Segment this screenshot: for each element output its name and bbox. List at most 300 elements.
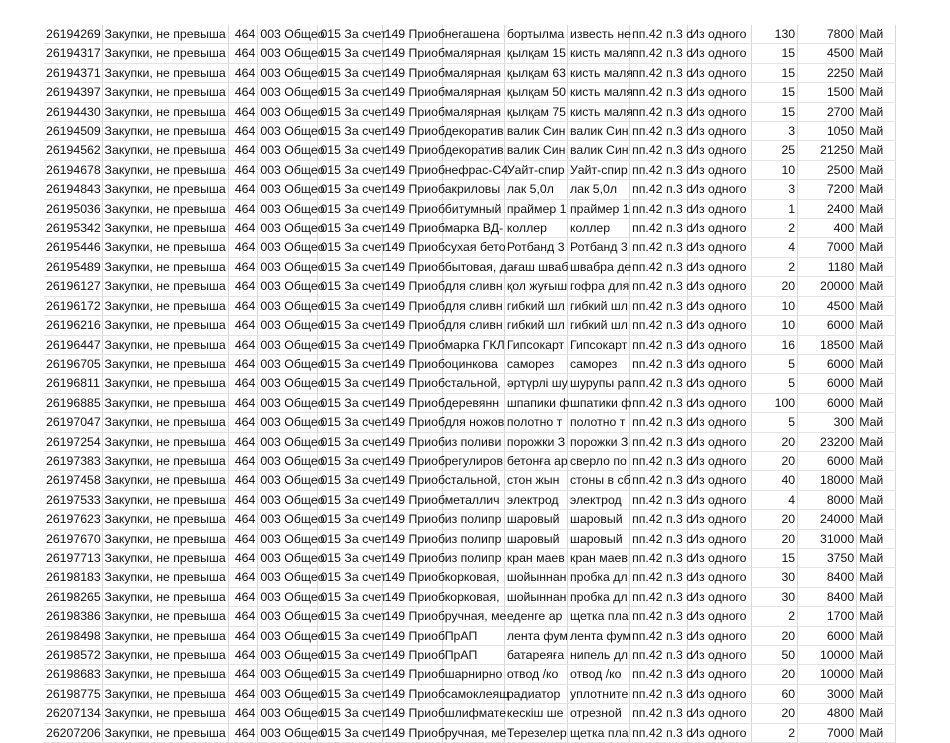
cell-amount[interactable]: 2700 [798, 102, 857, 121]
cell-name-ru[interactable]: нефрас-С4 [442, 160, 504, 179]
cell-customer[interactable]: 003 Общео [258, 665, 318, 684]
cell-month[interactable]: Май [857, 335, 896, 354]
cell-method[interactable]: Из одного [688, 490, 752, 509]
cell-category[interactable]: 149 Приоб [382, 102, 442, 121]
cell-month[interactable]: Май [857, 510, 896, 529]
cell-amount[interactable]: 8000 [798, 490, 857, 509]
cell-source[interactable]: 015 За счет [318, 296, 382, 315]
cell-name-kz[interactable]: батареяға [504, 646, 567, 665]
cell-month[interactable]: Май [857, 548, 896, 567]
cell-name-kz[interactable]: гибкий шл [504, 296, 567, 315]
cell-quantity[interactable]: 2 [752, 607, 798, 626]
cell-legal-basis[interactable]: пп.42 п.3 с [630, 122, 688, 141]
cell-id[interactable]: 26207134 [44, 704, 102, 723]
cell-method[interactable]: Из одного [688, 354, 752, 373]
cell-name-kz[interactable]: шпапики ф [504, 393, 567, 412]
cell-customer[interactable]: 003 Общео [258, 44, 318, 63]
cell-month[interactable]: Май [857, 199, 896, 218]
cell-id[interactable]: 26194317 [44, 44, 102, 63]
cell-code[interactable]: 464 [228, 141, 258, 160]
cell-code[interactable]: 464 [228, 296, 258, 315]
cell-name-kz[interactable]: валик Син [504, 122, 567, 141]
cell-id[interactable]: 26196705 [44, 354, 102, 373]
cell-description[interactable]: кисть маля [567, 83, 629, 102]
cell-name-ru[interactable]: регулиров [442, 451, 504, 470]
cell-id[interactable]: 26194397 [44, 83, 102, 102]
cell-amount[interactable]: 6000 [798, 451, 857, 470]
cell-purchase-type[interactable]: Закупки, не превыша [102, 451, 228, 470]
cell-source[interactable]: 015 За счет [318, 568, 382, 587]
cell-id[interactable]: 26196172 [44, 296, 102, 315]
cell-quantity[interactable]: 20 [752, 277, 798, 296]
cell-code[interactable]: 464 [228, 607, 258, 626]
cell-customer[interactable]: 003 Общео [258, 626, 318, 645]
cell-source[interactable]: 015 За счет [318, 25, 382, 44]
cell-customer[interactable]: 003 Общео [258, 199, 318, 218]
cell-name-kz[interactable]: праймер 1 [504, 199, 567, 218]
cell-name-ru[interactable]: корковая, [442, 587, 504, 606]
cell-category[interactable]: 149 Приоб [382, 607, 442, 626]
cell-category[interactable]: 149 Приоб [382, 490, 442, 509]
cell-quantity[interactable]: 2 [752, 219, 798, 238]
cell-id[interactable]: 26195446 [44, 238, 102, 257]
cell-code[interactable]: 464 [228, 122, 258, 141]
cell-description[interactable]: лента фум [567, 626, 629, 645]
cell-code[interactable]: 464 [228, 63, 258, 82]
cell-category[interactable]: 149 Приоб [382, 25, 442, 44]
cell-source[interactable]: 015 За счет [318, 413, 382, 432]
cell-amount[interactable]: 6000 [798, 354, 857, 373]
cell-quantity[interactable]: 10 [752, 296, 798, 315]
cell-name-ru[interactable]: металлич [442, 490, 504, 509]
cell-method[interactable]: Из одного [688, 277, 752, 296]
cell-category[interactable]: 149 Приоб [382, 63, 442, 82]
cell-description[interactable]: электрод [567, 490, 629, 509]
cell-description[interactable]: кисть маля [567, 102, 629, 121]
cell-month[interactable]: Май [857, 316, 896, 335]
cell-category[interactable]: 149 Приоб [382, 44, 442, 63]
cell-description[interactable]: уплотните [567, 684, 629, 703]
cell-id[interactable]: 26198683 [44, 665, 102, 684]
cell-id[interactable]: 26195036 [44, 199, 102, 218]
cell-name-kz[interactable]: ағаш шваб [504, 257, 567, 276]
cell-source[interactable]: 015 За счет [318, 548, 382, 567]
cell-id[interactable]: 26207206 [44, 723, 102, 742]
cell-purchase-type[interactable]: Закупки, не превыша [102, 141, 228, 160]
cell-month[interactable]: Май [857, 665, 896, 684]
cell-code[interactable]: 464 [228, 238, 258, 257]
cell-source[interactable]: 015 За счет [318, 199, 382, 218]
cell-month[interactable]: Май [857, 83, 896, 102]
cell-name-ru[interactable]: малярная [442, 44, 504, 63]
cell-month[interactable]: Май [857, 626, 896, 645]
cell-description[interactable]: праймер 1 [567, 199, 629, 218]
cell-description[interactable]: кисть маля [567, 44, 629, 63]
cell-category[interactable]: 149 Приоб [382, 451, 442, 470]
cell-purchase-type[interactable]: Закупки, не превыша [102, 684, 228, 703]
cell-source[interactable]: 015 За счет [318, 257, 382, 276]
cell-code[interactable]: 464 [228, 704, 258, 723]
cell-quantity[interactable]: 10 [752, 160, 798, 179]
cell-description[interactable]: кисть маля [567, 63, 629, 82]
cell-name-ru[interactable]: ПрАП [442, 646, 504, 665]
cell-month[interactable]: Май [857, 529, 896, 548]
cell-amount[interactable]: 7200 [798, 180, 857, 199]
cell-source[interactable]: 015 За счет [318, 451, 382, 470]
cell-purchase-type[interactable]: Закупки, не превыша [102, 587, 228, 606]
cell-customer[interactable]: 003 Общео [258, 219, 318, 238]
cell-customer[interactable]: 003 Общео [258, 335, 318, 354]
cell-amount[interactable]: 7800 [798, 25, 857, 44]
cell-customer[interactable]: 003 Общео [258, 587, 318, 606]
cell-description[interactable]: шаровый [567, 510, 629, 529]
cell-month[interactable]: Май [857, 451, 896, 470]
cell-customer[interactable]: 003 Общео [258, 723, 318, 742]
cell-name-kz[interactable]: коллер [504, 219, 567, 238]
cell-amount[interactable]: 4500 [798, 296, 857, 315]
cell-source[interactable]: 015 За счет [318, 607, 382, 626]
cell-id[interactable]: 26198386 [44, 607, 102, 626]
cell-quantity[interactable]: 5 [752, 374, 798, 393]
cell-purchase-type[interactable]: Закупки, не превыша [102, 646, 228, 665]
cell-description[interactable]: известь не [567, 25, 629, 44]
cell-quantity[interactable]: 10 [752, 316, 798, 335]
cell-month[interactable]: Май [857, 490, 896, 509]
cell-customer[interactable]: 003 Общео [258, 704, 318, 723]
cell-month[interactable]: Май [857, 219, 896, 238]
cell-source[interactable]: 015 За счет [318, 83, 382, 102]
cell-amount[interactable]: 1700 [798, 607, 857, 626]
cell-description[interactable]: полотно т [567, 413, 629, 432]
cell-description[interactable]: Уайт-спир [567, 160, 629, 179]
cell-purchase-type[interactable]: Закупки, не превыша [102, 316, 228, 335]
cell-category[interactable]: 149 Приоб [382, 83, 442, 102]
cell-month[interactable]: Май [857, 393, 896, 412]
cell-description[interactable]: гибкий шл [567, 296, 629, 315]
cell-name-kz[interactable]: кран маев [504, 548, 567, 567]
cell-month[interactable]: Май [857, 102, 896, 121]
cell-quantity[interactable]: 1 [752, 199, 798, 218]
cell-amount[interactable]: 31000 [798, 529, 857, 548]
cell-description[interactable]: щетка пла [567, 607, 629, 626]
cell-amount[interactable]: 23200 [798, 432, 857, 451]
cell-code[interactable]: 464 [228, 490, 258, 509]
cell-id[interactable]: 26194509 [44, 122, 102, 141]
cell-description[interactable]: гофра для [567, 277, 629, 296]
cell-month[interactable]: Май [857, 122, 896, 141]
cell-name-ru[interactable]: из полипр [442, 510, 504, 529]
cell-quantity[interactable]: 16 [752, 335, 798, 354]
cell-amount[interactable]: 7000 [798, 723, 857, 742]
cell-name-kz[interactable]: шаровый [504, 529, 567, 548]
cell-code[interactable]: 464 [228, 102, 258, 121]
cell-month[interactable]: Май [857, 704, 896, 723]
cell-amount[interactable]: 2250 [798, 63, 857, 82]
cell-description[interactable]: кран маев [567, 548, 629, 567]
cell-legal-basis[interactable]: пп.42 п.3 с [630, 451, 688, 470]
cell-source[interactable]: 015 За счет [318, 626, 382, 645]
cell-customer[interactable]: 003 Общео [258, 277, 318, 296]
cell-month[interactable]: Май [857, 587, 896, 606]
cell-customer[interactable]: 003 Общео [258, 471, 318, 490]
cell-code[interactable]: 464 [228, 587, 258, 606]
cell-description[interactable]: Ротбанд 3 [567, 238, 629, 257]
cell-month[interactable]: Май [857, 44, 896, 63]
cell-code[interactable]: 464 [228, 684, 258, 703]
cell-legal-basis[interactable]: пп.42 п.3 с [630, 626, 688, 645]
cell-name-kz[interactable]: қылқам 75 [504, 102, 567, 121]
cell-name-ru[interactable]: оцинкова [442, 354, 504, 373]
cell-method[interactable]: Из одного [688, 180, 752, 199]
cell-legal-basis[interactable]: пп.42 п.3 с [630, 587, 688, 606]
cell-customer[interactable]: 003 Общео [258, 568, 318, 587]
cell-description[interactable]: отвод /ко [567, 665, 629, 684]
cell-month[interactable]: Май [857, 607, 896, 626]
cell-quantity[interactable]: 20 [752, 510, 798, 529]
cell-name-kz[interactable]: отвод /ко [504, 665, 567, 684]
cell-legal-basis[interactable]: пп.42 п.3 с [630, 548, 688, 567]
cell-category[interactable]: 149 Приоб [382, 141, 442, 160]
cell-amount[interactable]: 6000 [798, 374, 857, 393]
cell-name-ru[interactable]: сухая бето [442, 238, 504, 257]
cell-name-kz[interactable]: шойыннан [504, 587, 567, 606]
cell-quantity[interactable]: 130 [752, 25, 798, 44]
cell-description[interactable]: щетка пла [567, 723, 629, 742]
cell-code[interactable]: 464 [228, 316, 258, 335]
cell-quantity[interactable]: 5 [752, 413, 798, 432]
cell-code[interactable]: 464 [228, 529, 258, 548]
cell-name-ru[interactable]: для сливн [442, 316, 504, 335]
cell-method[interactable]: Из одного [688, 63, 752, 82]
cell-name-ru[interactable]: для ножов [442, 413, 504, 432]
cell-month[interactable]: Май [857, 180, 896, 199]
cell-code[interactable]: 464 [228, 277, 258, 296]
cell-legal-basis[interactable]: пп.42 п.3 с [630, 160, 688, 179]
cell-method[interactable]: Из одного [688, 141, 752, 160]
cell-code[interactable]: 464 [228, 568, 258, 587]
cell-customer[interactable]: 003 Общео [258, 83, 318, 102]
cell-source[interactable]: 015 За счет [318, 122, 382, 141]
cell-id[interactable]: 26196127 [44, 277, 102, 296]
cell-amount[interactable]: 1180 [798, 257, 857, 276]
cell-name-ru[interactable]: самоклеящ [442, 684, 504, 703]
cell-customer[interactable]: 003 Общео [258, 607, 318, 626]
cell-code[interactable]: 464 [228, 510, 258, 529]
cell-customer[interactable]: 003 Общео [258, 374, 318, 393]
cell-code[interactable]: 464 [228, 471, 258, 490]
cell-name-ru[interactable]: малярная [442, 102, 504, 121]
cell-amount[interactable]: 1500 [798, 83, 857, 102]
cell-method[interactable]: Из одного [688, 587, 752, 606]
cell-legal-basis[interactable]: пп.42 п.3 с [630, 238, 688, 257]
cell-code[interactable]: 464 [228, 548, 258, 567]
cell-month[interactable]: Май [857, 257, 896, 276]
cell-category[interactable]: 149 Приоб [382, 277, 442, 296]
cell-source[interactable]: 015 За счет [318, 471, 382, 490]
cell-quantity[interactable]: 20 [752, 451, 798, 470]
cell-category[interactable]: 149 Приоб [382, 354, 442, 373]
cell-source[interactable]: 015 За счет [318, 316, 382, 335]
cell-description[interactable]: валик Син [567, 141, 629, 160]
cell-legal-basis[interactable]: пп.42 п.3 с [630, 607, 688, 626]
cell-method[interactable]: Из одного [688, 510, 752, 529]
cell-method[interactable]: Из одного [688, 219, 752, 238]
cell-id[interactable]: 26198775 [44, 684, 102, 703]
cell-method[interactable]: Из одного [688, 704, 752, 723]
cell-method[interactable]: Из одного [688, 568, 752, 587]
cell-category[interactable]: 149 Приоб [382, 257, 442, 276]
cell-name-ru[interactable]: ручная, ме [442, 607, 504, 626]
cell-month[interactable]: Май [857, 296, 896, 315]
cell-category[interactable]: 149 Приоб [382, 432, 442, 451]
cell-method[interactable]: Из одного [688, 665, 752, 684]
cell-name-ru[interactable]: декоратив [442, 141, 504, 160]
cell-method[interactable]: Из одного [688, 335, 752, 354]
cell-category[interactable]: 149 Приоб [382, 684, 442, 703]
cell-method[interactable]: Из одного [688, 44, 752, 63]
cell-name-ru[interactable]: из поливи [442, 432, 504, 451]
cell-name-kz[interactable]: стон жын [504, 471, 567, 490]
cell-id[interactable]: 26194562 [44, 141, 102, 160]
cell-id[interactable]: 26194269 [44, 25, 102, 44]
cell-method[interactable]: Из одного [688, 316, 752, 335]
cell-legal-basis[interactable]: пп.42 п.3 с [630, 83, 688, 102]
cell-code[interactable]: 464 [228, 160, 258, 179]
cell-purchase-type[interactable]: Закупки, не превыша [102, 335, 228, 354]
cell-name-kz[interactable]: порожки З [504, 432, 567, 451]
cell-quantity[interactable]: 3 [752, 180, 798, 199]
cell-month[interactable]: Май [857, 471, 896, 490]
cell-method[interactable]: Из одного [688, 529, 752, 548]
cell-month[interactable]: Май [857, 374, 896, 393]
cell-quantity[interactable]: 20 [752, 665, 798, 684]
cell-customer[interactable]: 003 Общео [258, 490, 318, 509]
cell-code[interactable]: 464 [228, 432, 258, 451]
cell-customer[interactable]: 003 Общео [258, 296, 318, 315]
cell-code[interactable]: 464 [228, 83, 258, 102]
cell-method[interactable]: Из одного [688, 684, 752, 703]
cell-customer[interactable]: 003 Общео [258, 451, 318, 470]
cell-code[interactable]: 464 [228, 665, 258, 684]
cell-purchase-type[interactable]: Закупки, не превыша [102, 723, 228, 742]
cell-purchase-type[interactable]: Закупки, не превыша [102, 83, 228, 102]
cell-customer[interactable]: 003 Общео [258, 63, 318, 82]
cell-quantity[interactable]: 60 [752, 684, 798, 703]
cell-purchase-type[interactable]: Закупки, не превыша [102, 471, 228, 490]
cell-method[interactable]: Из одного [688, 432, 752, 451]
cell-source[interactable]: 015 За счет [318, 490, 382, 509]
cell-id[interactable]: 26194678 [44, 160, 102, 179]
cell-category[interactable]: 149 Приоб [382, 568, 442, 587]
cell-category[interactable]: 149 Приоб [382, 510, 442, 529]
cell-method[interactable]: Из одного [688, 83, 752, 102]
cell-quantity[interactable]: 25 [752, 141, 798, 160]
cell-legal-basis[interactable]: пп.42 п.3 с [630, 510, 688, 529]
cell-legal-basis[interactable]: пп.42 п.3 с [630, 257, 688, 276]
cell-name-kz[interactable]: саморез [504, 354, 567, 373]
cell-month[interactable]: Май [857, 25, 896, 44]
cell-description[interactable]: гибкий шл [567, 316, 629, 335]
cell-quantity[interactable]: 15 [752, 83, 798, 102]
cell-amount[interactable]: 8400 [798, 587, 857, 606]
cell-description[interactable]: сверло по [567, 451, 629, 470]
cell-month[interactable]: Май [857, 723, 896, 742]
cell-amount[interactable]: 400 [798, 219, 857, 238]
cell-purchase-type[interactable]: Закупки, не превыша [102, 626, 228, 645]
cell-id[interactable]: 26195489 [44, 257, 102, 276]
cell-source[interactable]: 015 За счет [318, 665, 382, 684]
cell-quantity[interactable]: 20 [752, 529, 798, 548]
cell-purchase-type[interactable]: Закупки, не превыша [102, 102, 228, 121]
cell-category[interactable]: 149 Приоб [382, 160, 442, 179]
cell-purchase-type[interactable]: Закупки, не превыша [102, 607, 228, 626]
cell-purchase-type[interactable]: Закупки, не превыша [102, 296, 228, 315]
cell-name-kz[interactable]: радиатор [504, 684, 567, 703]
cell-source[interactable]: 015 За счет [318, 102, 382, 121]
cell-legal-basis[interactable]: пп.42 п.3 с [630, 296, 688, 315]
cell-code[interactable]: 464 [228, 451, 258, 470]
cell-quantity[interactable]: 15 [752, 102, 798, 121]
cell-customer[interactable]: 003 Общео [258, 393, 318, 412]
cell-amount[interactable]: 8400 [798, 568, 857, 587]
cell-legal-basis[interactable]: пп.42 п.3 с [630, 413, 688, 432]
cell-code[interactable]: 464 [228, 219, 258, 238]
cell-legal-basis[interactable]: пп.42 п.3 с [630, 568, 688, 587]
cell-name-kz[interactable]: Уайт-спир [504, 160, 567, 179]
cell-quantity[interactable]: 4 [752, 238, 798, 257]
cell-amount[interactable]: 24000 [798, 510, 857, 529]
cell-purchase-type[interactable]: Закупки, не превыша [102, 432, 228, 451]
cell-method[interactable]: Из одного [688, 257, 752, 276]
cell-source[interactable]: 015 За счет [318, 684, 382, 703]
cell-name-kz[interactable]: қол жуғыш [504, 277, 567, 296]
cell-quantity[interactable]: 3 [752, 122, 798, 141]
cell-id[interactable]: 26197458 [44, 471, 102, 490]
cell-month[interactable]: Май [857, 646, 896, 665]
cell-source[interactable]: 015 За счет [318, 63, 382, 82]
cell-description[interactable]: нипель дл [567, 646, 629, 665]
cell-name-kz[interactable]: бортылма [504, 25, 567, 44]
cell-legal-basis[interactable]: пп.42 п.3 с [630, 684, 688, 703]
cell-description[interactable]: пробка дл [567, 568, 629, 587]
cell-customer[interactable]: 003 Общео [258, 102, 318, 121]
cell-amount[interactable]: 18500 [798, 335, 857, 354]
cell-name-ru[interactable]: для сливн [442, 277, 504, 296]
cell-customer[interactable]: 003 Общео [258, 238, 318, 257]
cell-quantity[interactable]: 30 [752, 587, 798, 606]
cell-customer[interactable]: 003 Общео [258, 510, 318, 529]
cell-amount[interactable]: 2400 [798, 199, 857, 218]
cell-legal-basis[interactable]: пп.42 п.3 с [630, 335, 688, 354]
cell-purchase-type[interactable]: Закупки, не превыша [102, 548, 228, 567]
cell-month[interactable]: Май [857, 238, 896, 257]
cell-purchase-type[interactable]: Закупки, не превыша [102, 568, 228, 587]
cell-legal-basis[interactable]: пп.42 п.3 с [630, 354, 688, 373]
cell-purchase-type[interactable]: Закупки, не превыша [102, 393, 228, 412]
cell-name-ru[interactable]: бытовая, д [442, 257, 504, 276]
cell-id[interactable]: 26196811 [44, 374, 102, 393]
cell-name-kz[interactable]: шаровый [504, 510, 567, 529]
cell-legal-basis[interactable]: пп.42 п.3 с [630, 646, 688, 665]
cell-amount[interactable]: 6000 [798, 316, 857, 335]
cell-category[interactable]: 149 Приоб [382, 646, 442, 665]
cell-purchase-type[interactable]: Закупки, не превыша [102, 257, 228, 276]
cell-id[interactable]: 26198498 [44, 626, 102, 645]
cell-name-kz[interactable]: Терезелер [504, 723, 567, 742]
cell-purchase-type[interactable]: Закупки, не превыша [102, 704, 228, 723]
cell-description[interactable]: шпатики ф [567, 393, 629, 412]
cell-name-kz[interactable]: полотно т [504, 413, 567, 432]
